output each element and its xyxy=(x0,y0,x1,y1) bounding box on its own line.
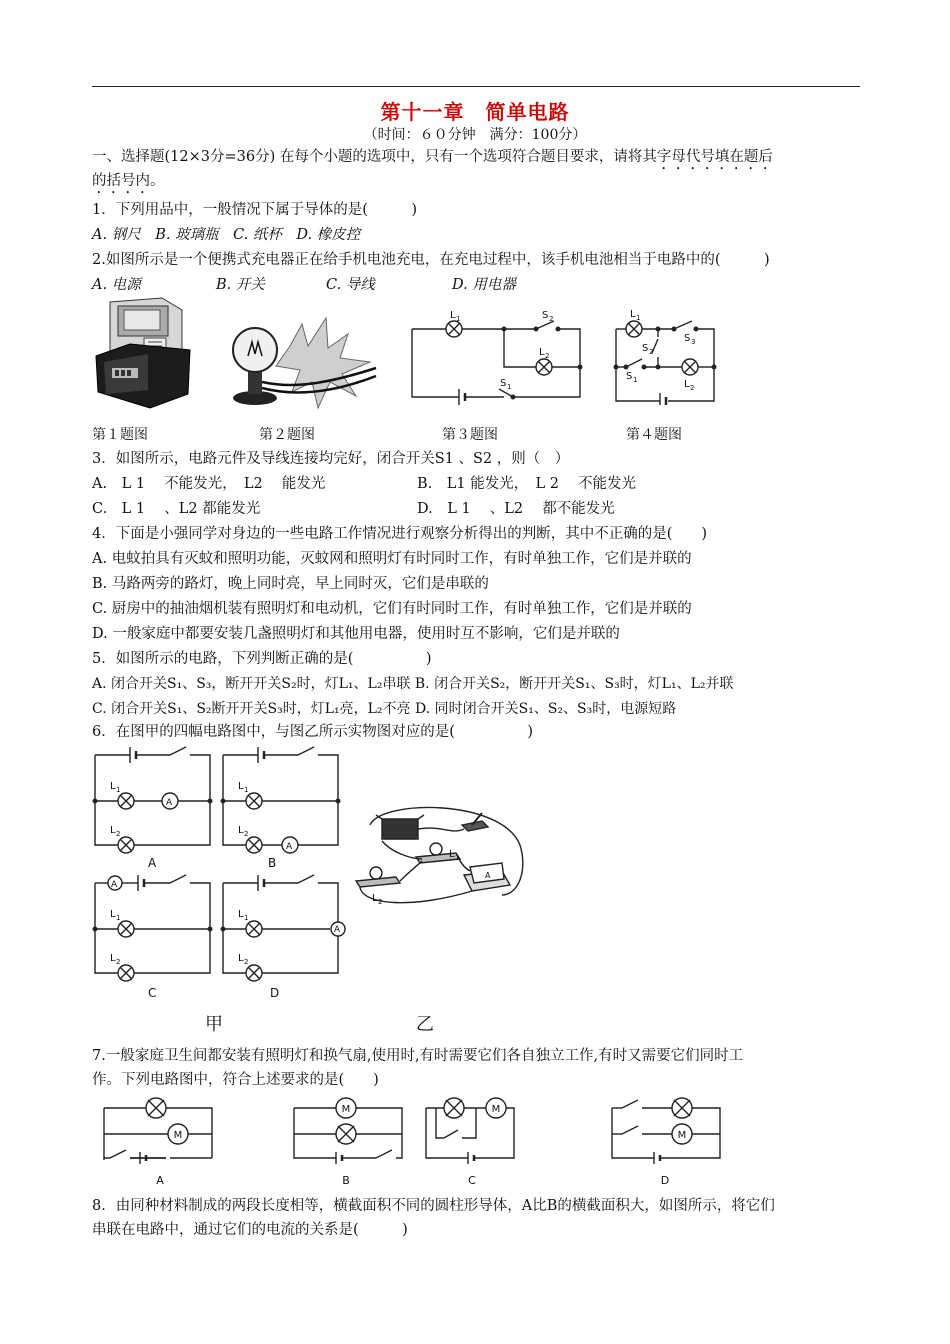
q5-options-cd: C. 闭合开关S₁、S₂断开开关S₃时，灯L₁亮，L₂不亮 D. 同时闭合开关S₁、S₂、S₃时，电源短路 xyxy=(92,701,677,717)
svg-text:2: 2 xyxy=(690,384,695,392)
q2-option-d: D. 用电器 xyxy=(452,277,516,293)
q3-option-a: A. L 1 不能发光， L2 能发光 xyxy=(92,476,326,492)
q6-label-c: C xyxy=(148,986,157,1000)
label-yi: 乙 xyxy=(416,1014,434,1035)
caption-fig1: 第１题图 xyxy=(92,427,148,443)
svg-text:A: A xyxy=(286,842,293,852)
q3-option-c: C. L 1 、L2 都能发光 xyxy=(92,501,261,517)
svg-text:A: A xyxy=(166,798,173,808)
q7-label-d: D xyxy=(660,1174,670,1187)
q2-stem: 2.如图所示是一个便携式充电器正在给手机电池充电，在充电过程中，该手机电池相当于电路中的( ) xyxy=(92,252,770,268)
q4-option-b: B. 马路两旁的路灯，晚上同时亮，早上同时灭，它们是串联的 xyxy=(92,576,489,592)
q4-option-a: A. 电蚊拍具有灭蚊和照明功能，灭蚊网和照明灯有时同时工作，有时单独工作，它们是并联的 xyxy=(92,551,692,567)
q6-circuit-d xyxy=(221,875,345,981)
q3-option-b: B. L1 能发光， L 2 不能发光 xyxy=(417,476,637,492)
svg-text:L: L xyxy=(238,781,244,792)
page-title: 第十一章 简单电路 xyxy=(380,100,570,124)
svg-text:2: 2 xyxy=(244,958,249,966)
q7-stem-line1: 7.一般家庭卫生间都安装有照明灯和换气扇,使用时,有时需要它们各自独立工作,有时又需要它们同时工 xyxy=(92,1048,744,1064)
svg-text:2: 2 xyxy=(549,315,554,323)
fig4-s2-label: S xyxy=(642,343,649,354)
svg-text:M: M xyxy=(341,1104,351,1115)
svg-text:L: L xyxy=(110,825,116,836)
figure-4-circuit xyxy=(612,305,718,405)
svg-text:L: L xyxy=(110,953,116,964)
q6-label-d: D xyxy=(270,986,280,1000)
q7-circuit-d xyxy=(612,1098,720,1164)
svg-text:L: L xyxy=(449,849,455,860)
svg-text:1: 1 xyxy=(456,315,461,323)
q4-option-d: D. 一般家庭中都要安装几盏照明灯和其他用电器，使用时互不影响，它们是并联的 xyxy=(92,626,620,642)
svg-text:2: 2 xyxy=(244,830,249,838)
fig4-s1-label: S xyxy=(626,371,633,382)
q6-circuit-b xyxy=(221,747,340,853)
q1-options: A. 钢尺 B. 玻璃瓶 C. 纸杯 D. 橡皮控 xyxy=(92,227,361,243)
figure-3-circuit xyxy=(408,305,583,405)
label-jia: 甲 xyxy=(205,1014,223,1035)
svg-text:1: 1 xyxy=(116,914,121,922)
q4-stem: 4．下面是小强同学对身边的一些电路工作情况进行观察分析得出的判断，其中不正确的是( ) xyxy=(92,526,708,542)
q6-stem: 6．在图甲的四幅电路图中，与图乙所示实物图对应的是( ) xyxy=(92,724,534,740)
q7-circuit-a xyxy=(104,1098,212,1164)
q6-circuit-c xyxy=(93,875,212,981)
svg-text:3: 3 xyxy=(691,338,696,346)
q6-physical-circuit xyxy=(352,805,527,915)
q5-stem: 5．如图所示的电路，下列判断正确的是( ) xyxy=(92,651,432,667)
svg-text:1: 1 xyxy=(633,376,638,384)
figure-2-bulb-battery xyxy=(230,316,380,411)
svg-text:A: A xyxy=(485,871,491,880)
svg-text:A: A xyxy=(111,880,118,890)
q7-stem-line2: 作。下列电路图中，符合上述要求的是( ) xyxy=(92,1072,379,1088)
svg-text:2: 2 xyxy=(649,348,654,356)
q2-option-c: C. 导线 xyxy=(326,277,375,293)
q1-stem: 1．下列用品中，一般情况下属于导体的是( ) xyxy=(92,202,418,218)
q6-circuit-diagrams xyxy=(90,745,350,1005)
svg-text:1: 1 xyxy=(636,314,641,322)
fig4-l1-label: L xyxy=(630,309,636,320)
svg-text:M: M xyxy=(173,1130,183,1141)
caption-fig4: 第４题图 xyxy=(626,427,682,443)
svg-text:2: 2 xyxy=(378,898,383,906)
fig4-l2-label: L xyxy=(684,379,690,390)
svg-text:L: L xyxy=(238,909,244,920)
q5-options-ab: A. 闭合开关S₁、S₃，断开开关S₂时，灯L₁、L₂串联 B. 闭合开关S₂，断开开关S₁、S₃时，灯L₁、L₂并联 xyxy=(92,676,734,692)
q2-option-a: A. 电源 xyxy=(92,277,141,293)
fig3-s2-label: S xyxy=(542,310,549,321)
q7-label-c: C xyxy=(468,1174,476,1187)
svg-text:2: 2 xyxy=(116,958,121,966)
section-instruction: 一、选择题(12×3分=36分) 在每个小题的选项中，只有一个选项符合题目要求，请将其字母代号填在题后 xyxy=(92,149,773,165)
exam-info: （时间：６０分钟 满分：100分） xyxy=(363,127,587,143)
figure-1-charger xyxy=(90,296,200,411)
q6-circuit-a xyxy=(93,747,212,853)
q6-label-a: A xyxy=(148,856,157,870)
q7-circuit-c xyxy=(426,1098,514,1164)
q3-stem: 3．如图所示，电路元件及导线连接均完好，闭合开关S1 、S2 ，则（ ） xyxy=(92,451,570,467)
caption-fig2: 第２题图 xyxy=(259,427,315,443)
fig3-l1-label: L xyxy=(450,310,456,321)
svg-text:1: 1 xyxy=(455,854,460,862)
q7-circuit-diagrams xyxy=(100,1094,730,1190)
q7-label-a: A xyxy=(156,1174,164,1187)
svg-text:2: 2 xyxy=(116,830,121,838)
svg-text:1: 1 xyxy=(244,914,249,922)
q2-option-b: B. 开关 xyxy=(216,277,265,293)
svg-text:M: M xyxy=(491,1104,501,1115)
q3-option-d: D. L 1 、L2 都不能发光 xyxy=(417,501,615,517)
caption-fig3: 第３题图 xyxy=(442,427,498,443)
svg-text:L: L xyxy=(110,909,116,920)
svg-text:L: L xyxy=(238,825,244,836)
q8-stem-line1: 8．由同种材料制成的两段长度相等，横截面积不同的圆柱形导体，A比B的横截面积大，如图所示，将它们 xyxy=(92,1198,775,1214)
svg-text:A: A xyxy=(334,925,341,935)
q7-label-b: B xyxy=(342,1174,350,1187)
fig4-s3-label: S xyxy=(684,333,691,344)
svg-text:1: 1 xyxy=(116,786,121,794)
svg-text:M: M xyxy=(677,1130,687,1141)
svg-text:1: 1 xyxy=(507,383,512,391)
section-instruction-cont: 的括号内。 xyxy=(92,173,165,189)
svg-text:1: 1 xyxy=(244,786,249,794)
header-rule xyxy=(92,86,860,87)
fig3-s1-label: S xyxy=(500,378,507,389)
q4-option-c: C. 厨房中的抽油烟机装有照明灯和电动机，它们有时同时工作，有时单独工作，它们是并联的 xyxy=(92,601,692,617)
svg-text:L: L xyxy=(238,953,244,964)
svg-text:L: L xyxy=(110,781,116,792)
q6-label-b: B xyxy=(268,856,277,870)
q8-stem-line2: 串联在电路中，通过它们的电流的关系是( ) xyxy=(92,1222,408,1238)
svg-text:2: 2 xyxy=(545,352,550,360)
svg-text:L: L xyxy=(372,893,378,904)
fig3-l2-label: L xyxy=(539,347,545,358)
